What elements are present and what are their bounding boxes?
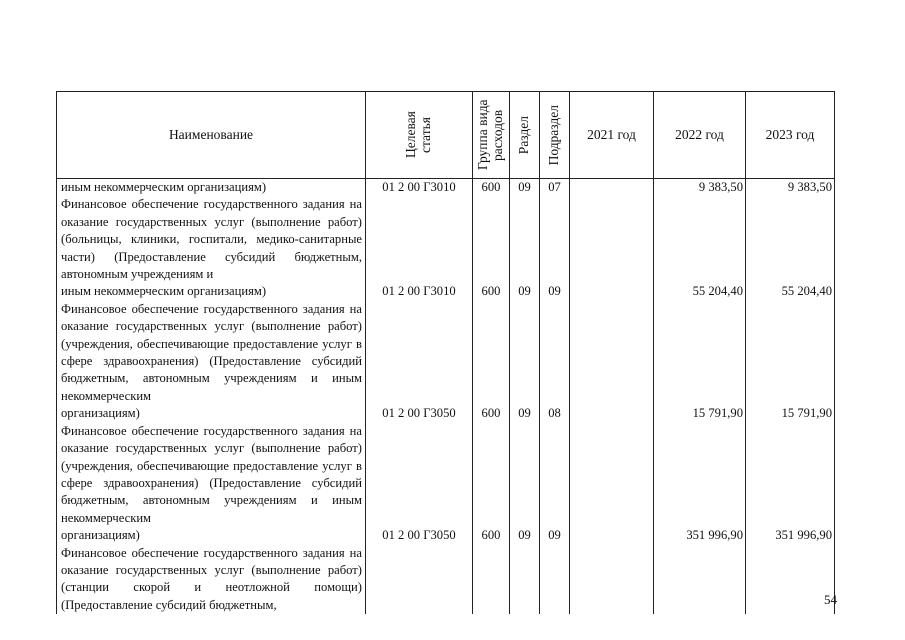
row-name-line: иным некоммерческим организациям): [61, 180, 267, 194]
row-name-cell: [57, 283, 366, 405]
row-section: 09: [510, 527, 540, 614]
row-value-2021: [570, 179, 654, 284]
row-name-line: организациям): [61, 528, 140, 543]
row-subsection: 08: [540, 405, 570, 527]
row-subsection: 09: [540, 527, 570, 614]
row-section: 09: [510, 405, 540, 527]
row-code: 01 2 00 Г3010: [366, 179, 473, 284]
row-name-line: иным некоммерческим организациям): [61, 284, 267, 299]
row-value-2021: [570, 405, 654, 527]
row-name-cell: [57, 405, 366, 527]
row-name-line: организациям): [61, 406, 140, 421]
header-year-2022: 2022 год: [654, 92, 746, 179]
page-number: 54: [824, 592, 837, 607]
row-value-2022: 351 996,90: [654, 527, 746, 614]
row-section: 09: [510, 283, 540, 405]
header-expense-group: Группа вида расходов: [473, 92, 510, 179]
header-target-article: Целевая статья: [366, 92, 473, 179]
header-year-2021: 2021 год: [570, 92, 654, 179]
row-section: 09: [510, 179, 540, 284]
table-row: [57, 527, 835, 614]
row-group: 600: [473, 283, 510, 405]
row-name-line: Финансовое обеспечение государственного задания на оказание государственных услуг (выполнение работ) (учреждения, обеспечивающие предоставление услуг в сфере здравоохранения) (Предоставление субсидий бюджетным, автономным учреждениям и иным некоммерческим: [61, 423, 362, 525]
row-value-2023: 15 791,90: [746, 405, 835, 527]
row-code: 01 2 00 Г3050: [366, 527, 473, 614]
row-value-2021: [570, 283, 654, 405]
table-header-row: [57, 92, 835, 179]
row-code: 01 2 00 Г3010: [366, 283, 473, 405]
table-row: [57, 283, 835, 405]
table-row: [57, 179, 835, 284]
row-value-2022: 55 204,40: [654, 283, 746, 405]
header-year-2023: 2023 год: [746, 92, 835, 179]
row-code: 01 2 00 Г3050: [366, 405, 473, 527]
row-subsection: 09: [540, 283, 570, 405]
row-value-2023: 9 383,50: [746, 179, 835, 284]
row-group: 600: [473, 179, 510, 284]
row-name-line: Финансовое обеспечение государственного задания на оказание государственных услуг (выполнение работ) (учреждения, обеспечивающие предоставление услуг в сфере здравоохранения) (Предоставление субсидий бюджетным, автономным учреждениям и иным некоммерческим: [61, 301, 362, 403]
header-name: Наименование: [57, 92, 366, 179]
row-value-2023: 55 204,40: [746, 283, 835, 405]
row-value-2022: 9 383,50: [654, 179, 746, 284]
row-name-cell: [57, 179, 366, 284]
row-name-cell: [57, 527, 366, 614]
row-group: 600: [473, 405, 510, 527]
row-value-2022: 15 791,90: [654, 405, 746, 527]
row-value-2021: [570, 527, 654, 614]
budget-table: [56, 91, 835, 614]
table-row: [57, 405, 835, 527]
row-group: 600: [473, 527, 510, 614]
row-subsection: 07: [540, 179, 570, 284]
row-name-line: Финансовое обеспечение государственного задания на оказание государственных услуг (выполнение работ) (станции скорой и неотложной помощи) (Предоставление субсидий бюджетным,: [61, 545, 362, 612]
header-subsection: Подраздел: [540, 92, 570, 179]
row-name-line: Финансовое обеспечение государственного задания на оказание государственных услуг (выполнение работ) (больницы, клиники, госпитали, медико-санитарные части) (Предоставление субсидий бюджетным, автономным учреждениям и: [61, 197, 362, 282]
header-section: Раздел: [510, 92, 540, 179]
row-value-2023: 351 996,90: [746, 527, 835, 614]
